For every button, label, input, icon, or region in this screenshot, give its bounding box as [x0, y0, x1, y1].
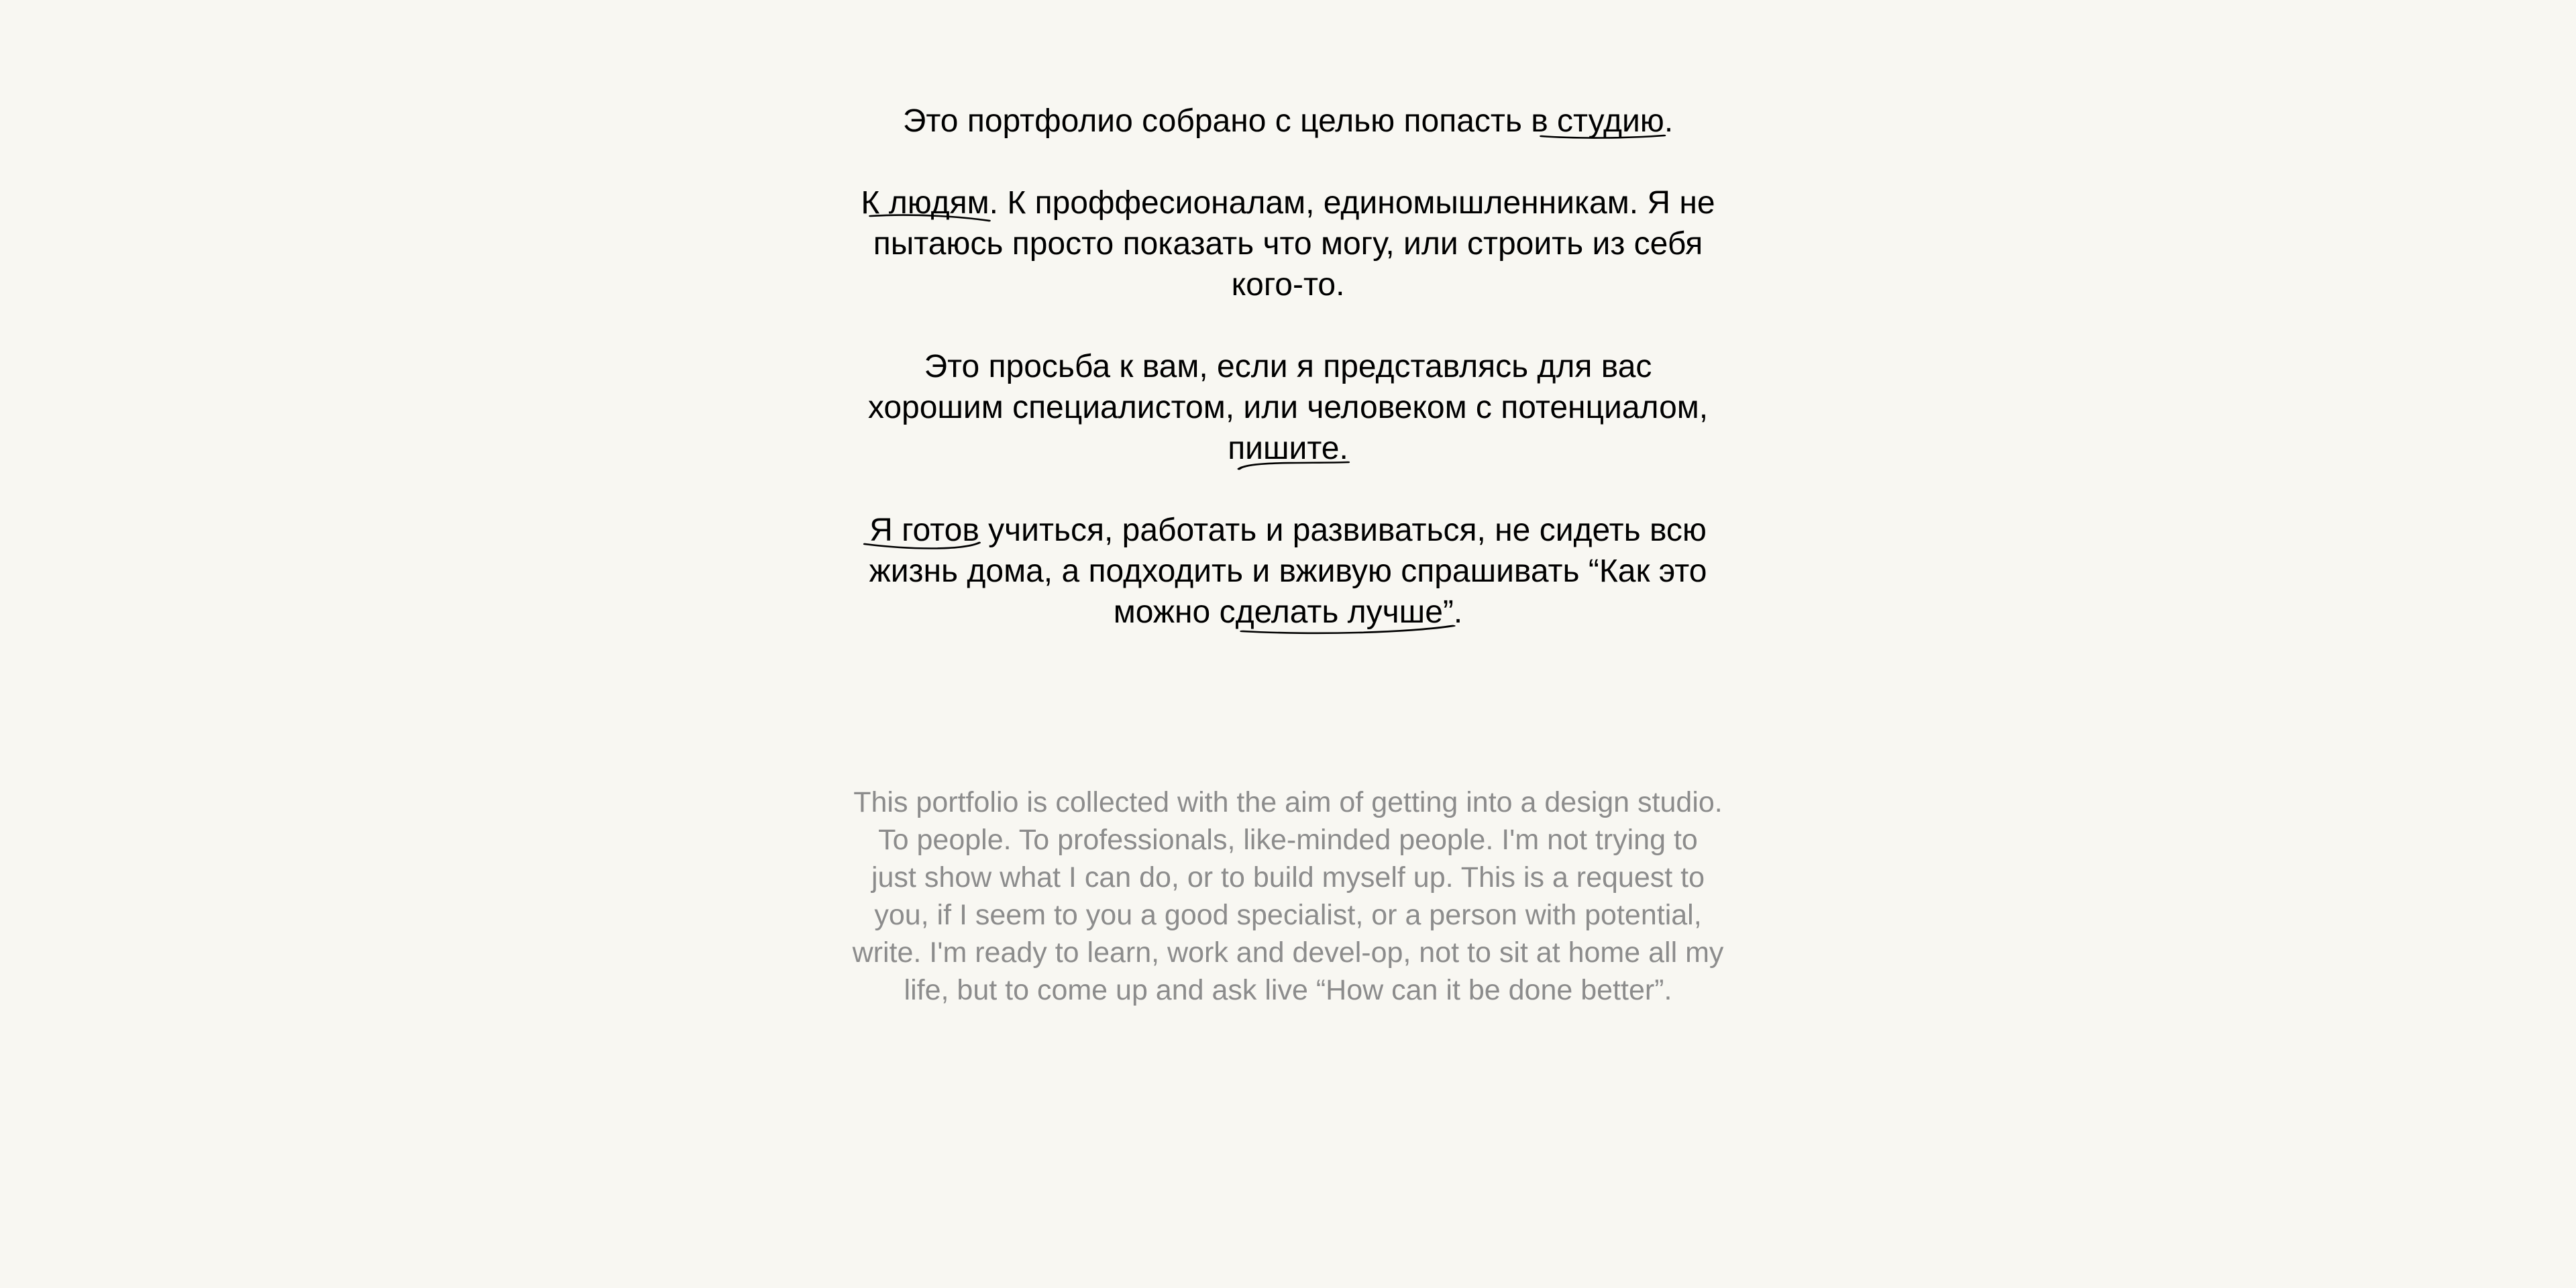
paragraph-ready — [852, 510, 1724, 633]
highlight-write-text: пишите. — [1228, 431, 1348, 466]
highlight-write — [1228, 428, 1348, 469]
paragraph-request — [852, 346, 1724, 469]
russian-statement — [852, 101, 1724, 633]
highlight-ready — [869, 510, 979, 551]
highlight-people-text: К людям — [861, 185, 989, 221]
people-text: . К проффесионалам, единомышленникам. Я не пытаюсь просто показать что могу, или строить из себя кого-то. — [873, 185, 1715, 303]
highlight-studio — [1531, 101, 1664, 142]
ready-end: ”. — [1442, 594, 1463, 630]
ready-text: учиться, работать и развиваться, не сидеть всю жизнь дома, а подходить и вживую спрашивать “Как это можно — [869, 513, 1707, 630]
english-text: This portfolio is collected with the aim of getting into a design studio. To people. To professionals, like-minded people. I'm not trying to just show what I can do, or to build myself up. This is a request to you, if I seem to you a good specialist, or a person with potential, write. I'm ready to learn, work and devel-op, not to sit at home all my life, but to come up and ask live “How can it be done better”. — [852, 786, 1724, 1006]
highlight-better-text: сделать лучше — [1219, 594, 1443, 630]
highlight-ready-text: Я готов — [869, 513, 979, 548]
goal-text: Это портфолио собрано с целью попасть — [902, 103, 1532, 139]
highlight-people — [861, 182, 989, 223]
english-translation — [852, 784, 1724, 1009]
paragraph-people — [852, 182, 1724, 305]
highlight-studio-text: в студию — [1531, 103, 1664, 139]
request-text: Это просьба к вам, если я представлясь для вас хорошим специалистом, или человеком с потенциалом, — [867, 349, 1709, 425]
highlight-better — [1220, 592, 1443, 633]
paragraph-goal — [852, 101, 1724, 142]
goal-end: . — [1664, 103, 1674, 139]
